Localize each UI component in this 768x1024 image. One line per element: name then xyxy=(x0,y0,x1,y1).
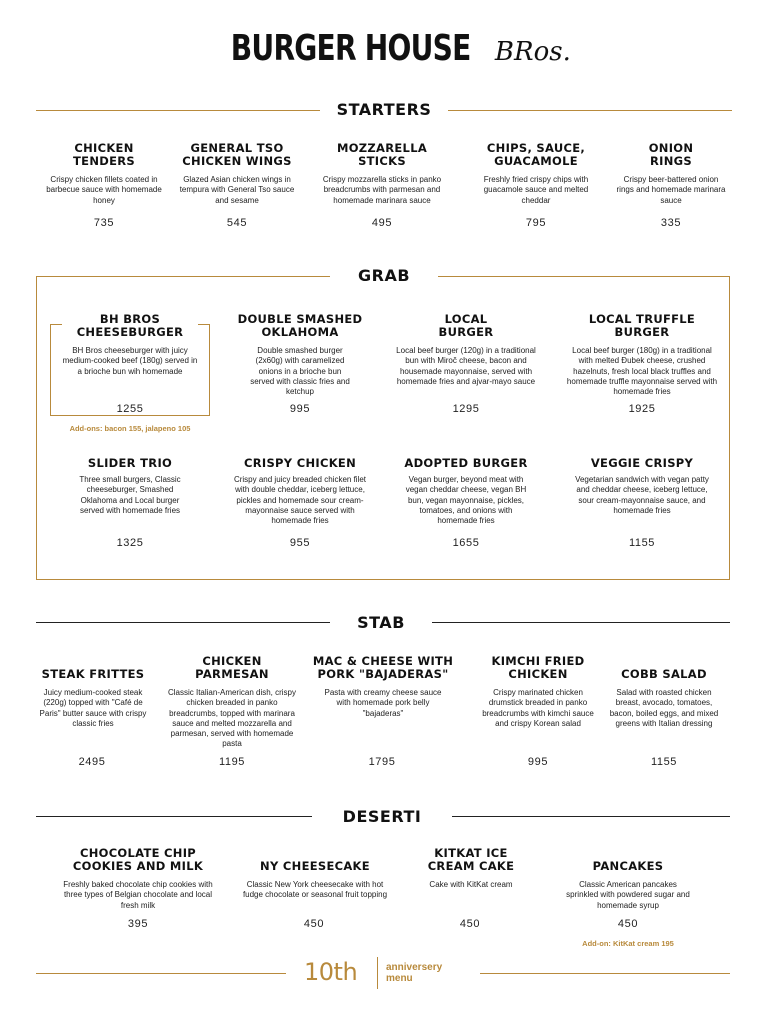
item-desc: Crispy marinated chicken drumstick breaded in panko breadcrumbs with kimchi sauce and crispy Korean salad xyxy=(482,688,594,728)
item-price: 495 xyxy=(371,217,393,229)
footer-separator xyxy=(377,957,378,989)
item-name: CHICKEN PARMESAN xyxy=(195,654,269,681)
item-name: LOCAL BURGER xyxy=(438,312,494,339)
menu-item xyxy=(240,847,390,901)
item-desc: Juicy medium-cooked steak (220g) topped with "Café de Paris" butter sauce with crispy classic fries xyxy=(39,688,147,728)
item-desc: Crispy mozzarella sticks in panko breadcrumbs with parmesan and homemade marinara sauce xyxy=(322,175,442,205)
item-desc: Vegetarian sandwich with vegan patty and cheddar cheese, iceberg lettuce, sour cream-mayonnaise sauce, and homemade fries xyxy=(575,475,709,515)
menu-item xyxy=(62,847,214,911)
divider xyxy=(452,816,730,817)
menu-item xyxy=(478,142,594,206)
item-desc: Classic American pancakes sprinkled with powdered sugar and homemade syrup xyxy=(566,880,690,910)
menu-item xyxy=(34,655,152,729)
item-price: 995 xyxy=(289,403,311,415)
item-desc: Freshly fried crispy chips with guacamole sauce and melted cheddar xyxy=(483,175,589,205)
item-name: MOZZARELLA STICKS xyxy=(336,141,428,168)
item-price: 1255 xyxy=(90,403,170,415)
brand-name: BURGER HOUSE xyxy=(230,28,471,69)
anniversary-line1: anniversery xyxy=(386,962,443,973)
item-desc: Three small burgers, Classic cheeseburger, Smashed Oklahoma and Local burger served with homemade fries xyxy=(79,475,181,515)
item-price: 450 xyxy=(303,918,325,930)
item-desc: Salad with roasted chicken breast, avocado, tomatoes, bacon, boiled eggs, and mixed greens with Italian dressing xyxy=(609,688,719,728)
item-desc: Classic New York cheesecake with hot fudge chocolate or seasonal fruit topping xyxy=(242,880,388,900)
menu-item xyxy=(614,142,728,206)
item-name: DOUBLE SMASHED OKLAHOMA xyxy=(237,312,363,339)
item-name: CHICKEN TENDERS xyxy=(73,141,135,168)
item-name: PANCAKES xyxy=(592,859,664,873)
item-price: 450 xyxy=(617,918,639,930)
item-desc: Classic Italian-American dish, crispy chicken breaded in panko breadcrumbs, topped with marinara sauce and melted mozzarella and parmesan, served with homemade pasta xyxy=(167,688,297,749)
item-name: KITKAT ICE CREAM CAKE xyxy=(427,846,515,873)
item-desc: Cake with KitKat cream xyxy=(429,880,513,889)
menu-item xyxy=(228,457,372,526)
item-desc: BH Bros cheeseburger with juicy medium-cooked beef (180g) served in a brioche bun wih homemade xyxy=(62,346,198,376)
menu-item xyxy=(564,313,720,397)
divider xyxy=(36,973,286,974)
bracket-line xyxy=(209,324,210,415)
item-price: 1295 xyxy=(452,403,480,415)
menu-item xyxy=(44,142,164,206)
menu-item xyxy=(172,142,302,206)
anniversary-number: 10th xyxy=(304,958,358,986)
item-price: 2495 xyxy=(78,756,106,768)
item-name: LOCAL TRUFFLE BURGER xyxy=(588,312,696,339)
item-name: GENERAL TSO CHICKEN WINGS xyxy=(182,141,292,168)
item-name: MAC & CHEESE WITH PORK "BAJADERAS" xyxy=(312,654,454,681)
item-desc: Glazed Asian chicken wings in tempura with General Tso sauce and sesame xyxy=(179,175,295,205)
item-desc: Local beef burger (120g) in a traditional bun with Miroč cheese, bacon and housemade mayonnaise, served with homemade fries and ajvar-mayo sauce xyxy=(396,346,536,386)
menu-item xyxy=(394,457,538,526)
addon-note: Add-on: KitKat cream 195 xyxy=(582,939,674,948)
divider xyxy=(480,973,730,974)
menu-item xyxy=(572,457,712,516)
section-title-stab: STAB xyxy=(357,613,405,632)
divider xyxy=(432,622,730,623)
item-name: KIMCHI FRIED CHICKEN xyxy=(491,654,585,681)
divider xyxy=(36,816,312,817)
item-price: 1195 xyxy=(218,756,246,768)
item-desc: Pasta with creamy cheese sauce with homemade pork belly "bajaderas" xyxy=(324,688,442,718)
item-price: 1925 xyxy=(628,403,656,415)
item-price: 1155 xyxy=(650,756,678,768)
menu-item xyxy=(166,655,298,750)
menu-item xyxy=(478,655,598,729)
brand-script: BRos. xyxy=(494,37,571,67)
bracket-line xyxy=(50,324,51,415)
divider xyxy=(36,622,330,623)
section-title-grab: GRAB xyxy=(330,266,438,285)
item-price: 1325 xyxy=(116,537,144,549)
item-price: 1655 xyxy=(452,537,480,549)
item-price: 545 xyxy=(226,217,248,229)
item-name: BH BROS CHEESEBURGER xyxy=(62,313,198,339)
item-desc: Crispy chicken fillets coated in barbecue sauce with homemade honey xyxy=(46,175,162,205)
item-name: NY CHEESECAKE xyxy=(260,859,370,873)
item-price: 1155 xyxy=(628,537,656,549)
item-desc: Crispy and juicy breaded chicken filet with double cheddar, iceberg lettuce, pickles and homemade sour cream-mayonnaise sauce served with homemade fries xyxy=(233,475,367,526)
item-desc: Crispy beer-battered onion rings and homemade marinara sauce xyxy=(616,175,726,205)
divider xyxy=(448,110,732,111)
brand-logo xyxy=(0,28,768,69)
section-title-starters: STARTERS xyxy=(336,100,432,119)
item-name: CHOCOLATE CHIP COOKIES AND MILK xyxy=(72,846,204,873)
addon-note: Add-ons: bacon 155, jalapeno 105 xyxy=(69,424,191,433)
menu-item-featured xyxy=(62,313,198,377)
item-name: SLIDER TRIO xyxy=(87,456,173,470)
item-price: 395 xyxy=(127,918,149,930)
menu-item xyxy=(304,655,462,719)
item-name: VEGGIE CRISPY xyxy=(590,456,694,470)
item-price: 450 xyxy=(459,918,481,930)
item-desc: Local beef burger (180g) in a traditional with melted Đubek cheese, crushed hazelnuts, fresh local black truffles and homemade truffle mayonnaise served with homemade fries xyxy=(566,346,718,397)
item-price: 335 xyxy=(660,217,682,229)
item-name: COBB SALAD xyxy=(621,667,707,681)
menu-item xyxy=(394,313,538,387)
item-price: 955 xyxy=(289,537,311,549)
menu-item xyxy=(60,457,200,516)
menu-item xyxy=(224,313,376,397)
divider xyxy=(36,110,320,111)
item-name: CRISPY CHICKEN xyxy=(244,456,356,470)
item-name: STEAK FRITTES xyxy=(41,667,145,681)
menu-item xyxy=(314,142,450,206)
item-price: 795 xyxy=(525,217,547,229)
item-price: 735 xyxy=(93,217,115,229)
item-name: ADOPTED BURGER xyxy=(404,456,528,470)
bracket-line xyxy=(50,415,210,416)
item-price: 1795 xyxy=(368,756,396,768)
section-title-deserti: DESERTI xyxy=(342,807,422,826)
item-name: ONION RINGS xyxy=(648,141,694,168)
item-desc: Freshly baked chocolate chip cookies with three types of Belgian chocolate and local fresh milk xyxy=(63,880,213,910)
item-name: CHIPS, SAUCE, GUACAMOLE xyxy=(486,141,586,168)
item-price: 995 xyxy=(527,756,549,768)
menu-item xyxy=(562,847,694,911)
anniversary-line2: menu xyxy=(386,973,413,984)
menu-item xyxy=(404,847,538,890)
item-desc: Double smashed burger (2x60g) with caramelized onions in a brioche bun served with classic fries and ketchup xyxy=(250,346,350,397)
menu-item xyxy=(604,655,724,729)
item-desc: Vegan burger, beyond meat with vegan cheddar cheese, vegan BH bun, vegan mayonnaise, pickles, tomatoes, and onions with homemade fries xyxy=(405,475,527,526)
